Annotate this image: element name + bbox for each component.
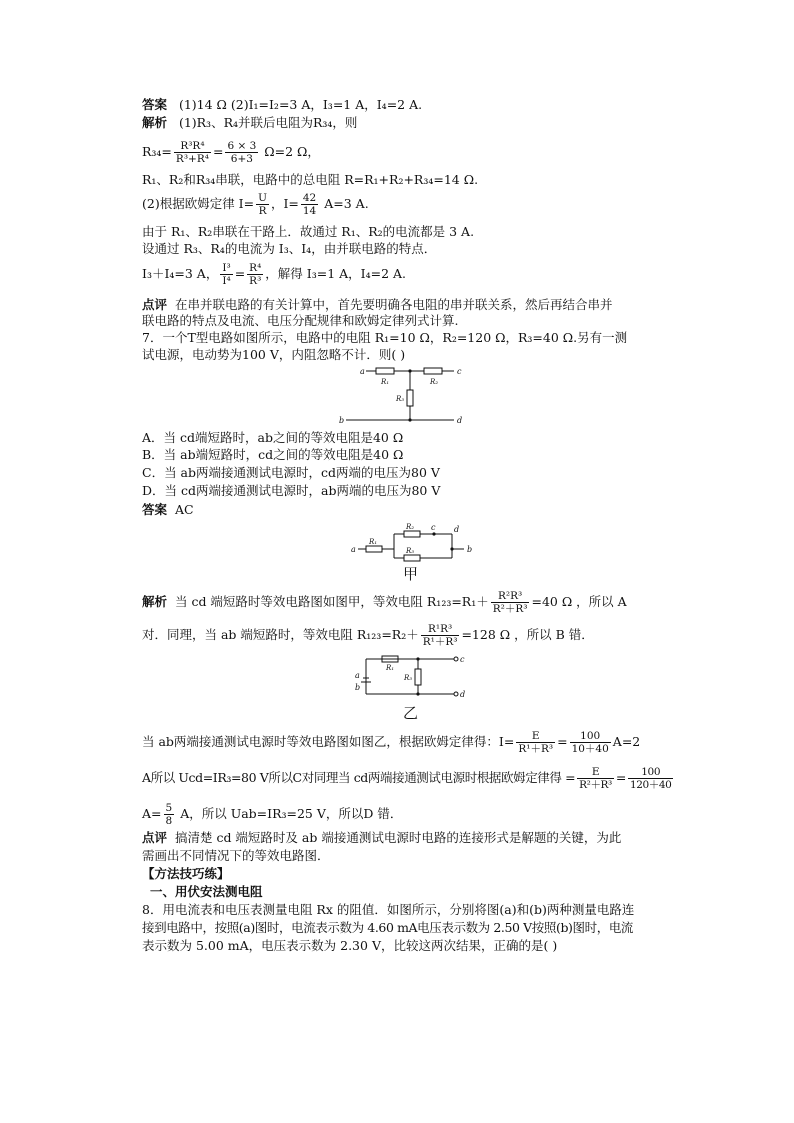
- r34-fraction-2: [225, 140, 258, 165]
- section-heading: 一、用伏安法测电阻: [150, 884, 263, 899]
- question-7-line-2: 试电源，电动势为100 V，内阻忽略不计．则( ): [142, 347, 406, 362]
- current-fraction-2: [570, 730, 611, 755]
- analysis-7-line-4: [142, 758, 675, 798]
- r34-formula: R₃₄= $\frac{\text{R³R⁴}}{\text{R³+R⁴}}$ = $\frac{6 \times 3}{6+3}$ Ω=2 Ω，: [142, 140, 320, 165]
- figure-jia-caption: 甲: [403, 565, 419, 583]
- label-r3: R₃: [396, 395, 405, 403]
- denominator: R¹＋R³: [422, 636, 458, 648]
- comment-7-line-1: [142, 830, 621, 846]
- analysis-tail: A，所以 Uab=IR₃=25 V，所以D 错．: [180, 806, 403, 821]
- ohm-fraction-1: [256, 192, 269, 217]
- numerator: R¹R³: [421, 623, 460, 636]
- analysis-label: 解析: [142, 594, 168, 609]
- denominator: R: [258, 205, 267, 217]
- label-b: b: [355, 683, 361, 692]
- numerator: 5: [165, 802, 173, 814]
- denominator: 120＋40: [629, 779, 672, 791]
- current-fraction-5: [164, 802, 175, 827]
- answer-label: 答案: [142, 502, 168, 517]
- r3-resistor: [404, 555, 420, 561]
- label-a: a: [355, 671, 360, 680]
- current-fraction-4: [628, 766, 674, 791]
- denominator: I⁴: [222, 275, 231, 287]
- label-d: d: [454, 525, 460, 534]
- r2-resistor: [424, 368, 442, 374]
- comment-6-line-1: [142, 297, 612, 313]
- analysis-6-line-6: 设通过 R₃、R₄的电流为 I₃、I₄，由并联电路的特点．: [142, 241, 437, 256]
- r34-prefix: R₃₄=: [142, 144, 172, 159]
- comment-6-line-2: 联电路的特点及电流、电压分配规律和欧姆定律列式计算.: [142, 313, 459, 328]
- option-d: D．当 cd两端接通测试电源时，ab两端的电压为80 V: [142, 483, 441, 498]
- numerator: R³R⁴: [174, 140, 211, 153]
- analysis-tail: =40 Ω ，所以 A: [531, 594, 627, 609]
- question-8-line-3: 表示数为 5.00 mA，电压表示数为 2.30 V，比较这两次结果，正确的是( ): [142, 938, 558, 953]
- analysis-prefix: A=: [142, 806, 162, 821]
- r34-tail: Ω=2 Ω，: [264, 144, 320, 159]
- numerator: 100: [628, 766, 674, 779]
- label-c: c: [460, 655, 465, 664]
- numerator: 100: [570, 730, 611, 743]
- denominator: R³+R⁴: [175, 153, 209, 165]
- methods-heading: 【方法技巧练】: [142, 866, 230, 881]
- numerator: E: [516, 730, 555, 743]
- label-r2: R₂: [430, 378, 439, 386]
- comment-7-line-2: 需画出不同情况下的等效电路图．: [142, 848, 330, 863]
- denominator: R²＋R³: [579, 779, 612, 791]
- ohm-mid: ，I=: [270, 196, 299, 211]
- label-c: c: [431, 523, 436, 532]
- comment-text: 搞清楚 cd 端短路时及 ab 端接通测试电源时电路的连接形式是解题的关键，为此: [174, 830, 622, 845]
- label-a: a: [351, 545, 356, 554]
- denominator: 10＋40: [571, 743, 609, 755]
- answer-text: (1)14 Ω (2)I₁=I₂=3 A，I₃=1 A，I₄=2 A.: [178, 97, 423, 112]
- r123-fraction: [491, 590, 530, 615]
- current-fraction-1: [516, 730, 555, 755]
- analysis-7-line-5: [142, 794, 402, 834]
- numerator: 6 × 3: [227, 140, 257, 152]
- label-b: b: [339, 416, 345, 425]
- label-r1: R₁: [369, 538, 378, 546]
- analysis-mid: =: [615, 770, 626, 785]
- ratio-tail: ，解得 I₃=1 A，I₄=2 A.: [265, 266, 406, 281]
- question-7-line-1: 7．一个T型电路如图所示，电路中的电阻 R₁=10 Ω，R₂=120 Ω，R₃=40 Ω.另有一测: [142, 330, 628, 345]
- label-d: d: [460, 690, 466, 699]
- r123-fraction-2: [421, 623, 460, 648]
- analysis-prefix: A所以 Ucd=IR₃=80 V所以C对同理当 cd两端接通测试电源时根据欧姆定律得 =: [142, 770, 576, 785]
- option-a: A．当 cd端短路时，ab之间的等效电阻是40 Ω: [142, 430, 404, 445]
- question-8-line-2: 接到电路中，按照(a)图时，电流表示数为 4.60 mA电压表示数为 2.50 V按照(b)图时，电流: [142, 920, 634, 935]
- comment-label: 点评: [142, 297, 168, 312]
- option-c: C．当 ab两端接通测试电源时，cd两端的电压为80 V: [142, 465, 440, 480]
- analysis-prefix: 当 ab两端接通测试电源时等效电路图如图乙，根据欧姆定律得：I=: [142, 734, 515, 749]
- numerator: E: [577, 766, 614, 779]
- question-8-line-1: 8．用电流表和电压表测量电阻 Rx 的阻值．如图所示，分别将图(a)和(b)两种测量电路连: [142, 902, 635, 917]
- analysis-prefix: 对．同理，当 ab 端短路时，等效电阻 R₁₂₃=R₂＋: [142, 627, 419, 642]
- ohm-prefix: (2)根据欧姆定律 I=: [142, 196, 255, 211]
- analysis-tail: =128 Ω ，所以 B 错．: [461, 627, 594, 642]
- label-b: b: [467, 545, 473, 554]
- ratio-fraction-2: [247, 262, 263, 287]
- ratio-mid: =: [234, 266, 246, 281]
- answer-value: AC: [174, 502, 194, 517]
- t-circuit-diagram: [339, 364, 478, 426]
- analysis-label: 解析: [142, 115, 168, 130]
- label-r1: R₁: [386, 664, 395, 672]
- ratio-prefix: I₃＋I₄=3 A，: [142, 266, 219, 281]
- r34-fraction-1: [174, 140, 211, 165]
- comment-label: 点评: [142, 830, 168, 845]
- label-d: d: [457, 416, 463, 425]
- analysis-6-line-5: 由于 R₁、R₂串联在干路上．故通过 R₁、R₂的电流都是 3 A.: [142, 224, 475, 239]
- label-a: a: [360, 367, 365, 376]
- r3-resistor: [407, 390, 413, 406]
- ratio-fraction-1: [220, 262, 232, 287]
- label-r3: R₃: [404, 674, 413, 682]
- r1-resistor: [366, 546, 382, 552]
- analysis-text: (1)R₃、R₄并联后电阻为R₃₄，则: [178, 115, 358, 130]
- analysis-prefix: 当 cd 端短路时等效电路图如图甲，等效电阻 R₁₂₃=R₁＋: [174, 594, 489, 609]
- current-ratio-formula: [142, 254, 406, 294]
- ohm-tail: A=3 A.: [324, 196, 369, 211]
- denominator: R¹＋R³: [518, 743, 554, 755]
- analysis-7-line-2: [142, 615, 594, 655]
- label-c: c: [457, 367, 462, 376]
- denominator: 6+3: [230, 153, 253, 165]
- numerator: U: [258, 192, 267, 204]
- numerator: I³: [222, 262, 231, 274]
- circuit-jia-diagram: [350, 520, 480, 566]
- analysis-7-line-3: [142, 722, 640, 762]
- figure-yi-caption: 乙: [403, 704, 419, 722]
- denominator: 14: [302, 205, 317, 217]
- numerator: R⁴: [249, 262, 262, 274]
- comment-text: 在串并联电路的有关计算中，首先要明确各电阻的串并联关系，然后再结合串并: [174, 297, 613, 312]
- answer-7-line: [142, 502, 194, 518]
- label-r1: R₁: [381, 378, 390, 386]
- denominator: 8: [165, 815, 173, 827]
- answer-label: 答案: [142, 97, 168, 112]
- denominator: R³: [249, 275, 262, 287]
- r3-resistor: [415, 669, 421, 685]
- option-b: B．当 ab端短路时，cd之间的等效电阻是40 Ω: [142, 447, 404, 462]
- analysis-6-line-3: R₁、R₂和R₃₄串联，电路中的总电阻 R=R₁+R₂+R₃₄=14 Ω.: [142, 172, 479, 187]
- r2-resistor: [404, 531, 420, 537]
- analysis-mid: =: [557, 734, 568, 749]
- ohm-fraction-2: [301, 192, 318, 217]
- label-r2: R₂: [406, 523, 415, 531]
- numerator: 42: [302, 192, 317, 204]
- label-r3: R₃: [406, 547, 415, 555]
- numerator: R²R³: [491, 590, 530, 603]
- ohm-formula: [142, 184, 369, 224]
- circuit-yi-diagram: [352, 654, 482, 702]
- current-fraction-3: [577, 766, 614, 791]
- answer-6-line: [142, 97, 422, 113]
- r1-resistor: [376, 368, 394, 374]
- analysis-6-line-1: [142, 115, 357, 131]
- analysis-tail: A=2: [612, 734, 641, 749]
- denominator: R²＋R³: [492, 603, 528, 615]
